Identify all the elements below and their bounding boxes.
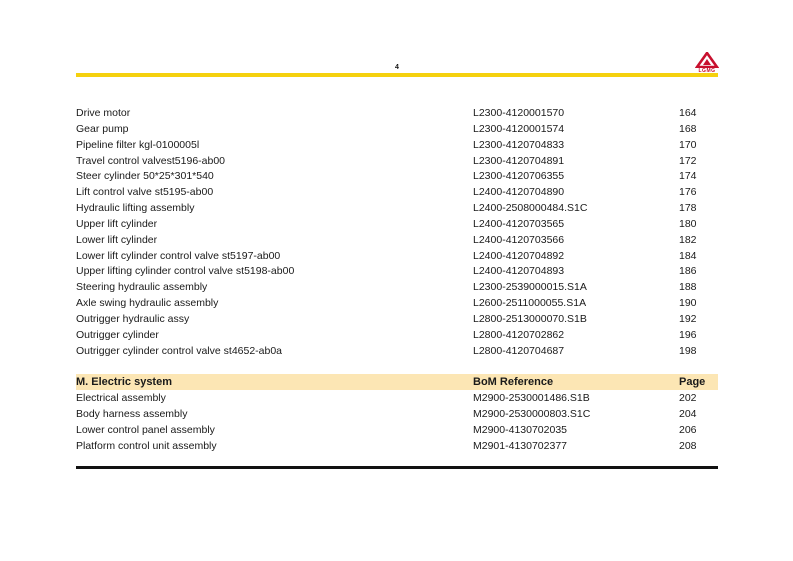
list-item[interactable] [76,264,718,280]
part-name: Body harness assembly [76,407,188,420]
page-ref: 206 [679,423,697,436]
bom-reference: L2600-2511000055.S1A [473,297,587,310]
bom-reference: M2901-4130702377 [473,439,567,452]
page-ref: 176 [679,186,697,199]
page-ref: 178 [679,202,697,215]
part-name: Gear pump [76,122,129,135]
bom-reference: L2400-4120704892 [473,249,565,262]
page-ref: 182 [679,233,697,246]
list-item[interactable] [76,280,718,296]
list-item[interactable] [76,249,718,265]
section-header-electric-system [76,374,718,390]
part-name: Drive motor [76,107,131,119]
part-name: Axle swing hydraulic assembly [76,297,219,310]
logo-text: LGMG [698,68,716,74]
list-item[interactable] [76,344,718,360]
part-name: Upper lift cylinder [76,217,158,230]
bom-reference: L2800-2513000070.S1B [473,312,587,325]
list-item[interactable] [76,122,718,138]
list-item[interactable] [76,407,718,423]
bom-reference: L2300-4120704833 [473,138,565,151]
list-item[interactable] [76,185,718,201]
list-item[interactable] [76,439,718,455]
page-header-label: Page [679,376,706,388]
page-number: 4 [395,64,399,71]
bom-reference: L2300-4120704891 [473,154,565,167]
part-name: Lower lift cylinder control valve st5197-ab00 [76,249,281,262]
part-name: Electrical assembly [76,392,166,404]
list-item[interactable] [76,217,718,233]
bom-reference: L2300-2539000015.S1A [473,281,587,294]
page-ref: 190 [679,297,697,310]
list-item[interactable] [76,154,718,170]
part-name: Lower lift cylinder [76,233,158,246]
page-ref: 174 [679,170,697,183]
part-name: Outrigger cylinder control valve st4652-ab0a [76,344,283,357]
part-name: Lower control panel assembly [76,423,215,436]
page-header [0,0,793,80]
part-name: Outrigger hydraulic assy [76,312,190,325]
bom-reference-header: BoM Reference [473,376,554,388]
part-name: Steer cylinder 50*25*301*540 [76,170,214,183]
bom-reference: L2400-4120703565 [473,217,565,230]
list-item[interactable] [76,296,718,312]
bottom-rule [76,466,718,469]
bom-reference: L2300-4120001570 [473,107,565,119]
page-ref: 196 [679,328,697,341]
list-item[interactable] [76,423,718,439]
page-ref: 188 [679,281,697,294]
lgmg-logo-icon [695,52,719,74]
list-item[interactable] [76,169,718,185]
page-ref: 184 [679,249,697,262]
page-ref: 170 [679,138,697,151]
page-ref: 192 [679,312,697,325]
bom-reference: L2300-4120706355 [473,170,565,183]
part-name: Lift control valve st5195-ab00 [76,186,214,199]
bom-reference: L2800-4120704687 [473,344,565,357]
bom-reference: M2900-2530000803.S1C [473,407,591,420]
part-name: Travel control valvest5196-ab00 [76,154,226,167]
page-ref: 164 [679,107,697,119]
page-ref: 204 [679,407,697,420]
bom-reference: L2300-4120001574 [473,122,565,135]
page-ref: 202 [679,392,697,404]
page-ref: 172 [679,154,697,167]
part-name: Upper lifting cylinder control valve st5198-ab00 [76,265,295,278]
list-item[interactable] [76,138,718,154]
bom-reference: M2900-2530001486.S1B [473,392,590,404]
bom-reference: L2400-2508000484.S1C [473,202,588,215]
page-ref: 186 [679,265,697,278]
header-rule [76,73,718,77]
list-item[interactable] [76,233,718,249]
list-item[interactable] [76,201,718,217]
list-item[interactable] [76,391,718,407]
bom-reference: L2400-4120704893 [473,265,565,278]
part-name: Outrigger cylinder [76,328,159,341]
section-title: M. Electric system [76,376,172,388]
list-item[interactable] [76,328,718,344]
page-ref: 198 [679,344,697,357]
page-ref: 180 [679,217,697,230]
part-name: Hydraulic lifting assembly [76,202,195,215]
page-ref: 208 [679,439,697,452]
bom-reference: L2800-4120702862 [473,328,565,341]
part-name: Platform control unit assembly [76,439,217,452]
hydraulic-parts-list [76,106,718,360]
page-ref: 168 [679,122,697,135]
bom-reference: L2400-4120704890 [473,186,565,199]
bom-reference: M2900-4130702035 [473,423,567,436]
part-name: Pipeline filter kgl-0100005l [76,138,200,151]
list-item[interactable] [76,106,718,122]
bom-reference: L2400-4120703566 [473,233,565,246]
electric-parts-list [76,391,718,454]
list-item[interactable] [76,312,718,328]
part-name: Steering hydraulic assembly [76,281,208,294]
